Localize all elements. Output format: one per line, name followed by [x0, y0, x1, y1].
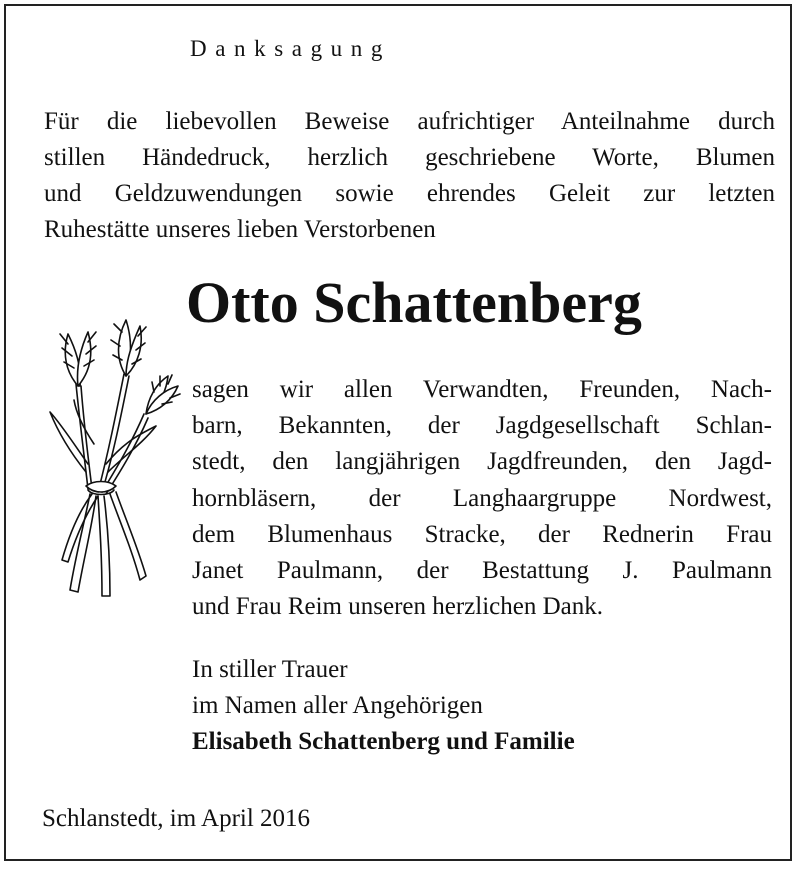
thanks-line: barn, Bekannten, der Jagdgesellschaft Schlan-: [192, 412, 772, 440]
signature-line: im Namen aller Angehörigen: [192, 692, 483, 719]
place-date: Schlanstedt, im April 2016: [42, 805, 311, 832]
thanks-line: dem Blumenhaus Stracke, der Rednerin Frau: [192, 520, 772, 548]
thanks-line: und Frau Reim unseren herzlichen Dank.: [192, 593, 603, 621]
deceased-name: Otto Schattenberg: [186, 270, 642, 335]
intro-line: Für die liebevollen Beweise aufrichtiger Anteilnahme durch: [44, 108, 775, 135]
intro-line: stillen Händedruck, herzlich geschriebene Worte, Blumen: [44, 144, 775, 171]
thanks-paragraph: [192, 372, 772, 625]
thanks-line: Janet Paulmann, der Bestattung J. Paulmann: [192, 557, 772, 585]
signature-line: In stiller Trauer: [192, 656, 348, 683]
thanks-line: stedt, den langjährigen Jagdfreunden, den Jagd-: [192, 448, 772, 476]
wheat-sheaf-icon: [36, 314, 186, 604]
thanks-line: sagen wir allen Verwandten, Freunden, Nach-: [192, 376, 772, 403]
signature-block: [192, 652, 575, 760]
intro-line: Ruhestätte unseres lieben Verstorbenen: [44, 216, 436, 243]
obituary-notice: [4, 4, 792, 861]
notice-heading: Danksagung: [190, 36, 391, 61]
thanks-line: hornbläsern, der Langhaargruppe Nordwest,: [192, 484, 772, 512]
intro-line: und Geldzuwendungen sowie ehrendes Geleit zur letzten: [44, 180, 775, 207]
intro-paragraph: [44, 104, 775, 248]
family-name: Elisabeth Schattenberg und Familie: [192, 728, 575, 755]
